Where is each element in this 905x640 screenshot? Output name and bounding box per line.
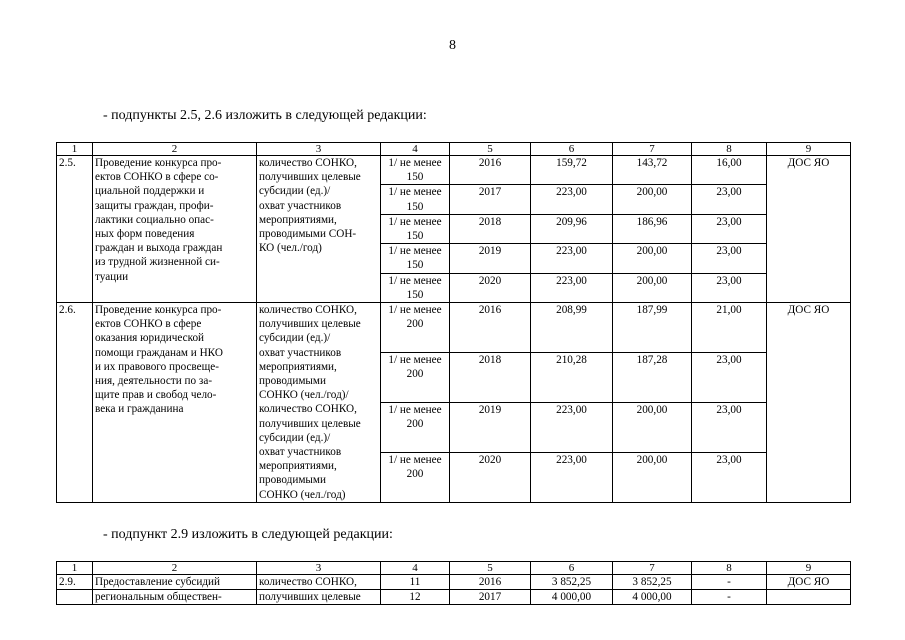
year-cell: 2018 xyxy=(450,214,531,243)
value-col8: 21,00 xyxy=(692,303,767,353)
activity-name-line: ектов СОНКО в сфере со- xyxy=(95,171,219,184)
value-col7: 187,99 xyxy=(613,303,692,353)
indicator-text-line: мероприятиями, xyxy=(259,213,337,226)
indicator-text-line: КО (чел./год) xyxy=(259,242,322,255)
target-value xyxy=(381,452,450,502)
value-col6: 223,00 xyxy=(531,244,613,273)
indicator-text-line: получивших целевые xyxy=(259,171,361,184)
year-cell: 2020 xyxy=(450,273,531,302)
year-cell: 2020 xyxy=(450,452,531,502)
table-row xyxy=(57,303,851,353)
value-col6: 223,00 xyxy=(531,273,613,302)
value-col8: 23,00 xyxy=(692,273,767,302)
target-line: 1/ не менее xyxy=(388,157,442,169)
indicator-text xyxy=(257,303,381,503)
target-line: 200 xyxy=(406,468,424,481)
activity-name-line: лактики социально опас- xyxy=(95,213,214,226)
header-cell: 7 xyxy=(613,562,692,575)
value-col7: 200,00 xyxy=(613,185,692,214)
intro-text-2: - подпункт 2.9 изложить в следующей редакции: xyxy=(103,527,393,542)
value-col8: 23,00 xyxy=(692,214,767,243)
intro-text-1: - подпункты 2.5, 2.6 изложить в следующей редакции: xyxy=(103,108,427,123)
year-cell: 2019 xyxy=(450,244,531,273)
indicator-text-line: количество СОНКО, xyxy=(259,304,357,317)
target-value xyxy=(381,156,450,185)
target-line: 1/ не менее xyxy=(388,353,442,366)
header-cell: 7 xyxy=(613,143,692,156)
org-cell: ДОС ЯО xyxy=(767,156,851,303)
target-line: 200 xyxy=(406,418,424,431)
activity-name-line: Проведение конкурса про- xyxy=(95,304,222,317)
header-row xyxy=(57,562,851,575)
header-cell: 6 xyxy=(531,562,613,575)
indicator-text-line: количество СОНКО, xyxy=(259,403,357,416)
indicator-text-line: получивших целевые xyxy=(259,417,361,430)
header-cell: 5 xyxy=(450,143,531,156)
activity-name-line: ектов СОНКО в сфере xyxy=(95,318,202,331)
table-1 xyxy=(56,142,851,503)
value-col6: 210,28 xyxy=(531,352,613,402)
indicator-text-line: получивших целевые xyxy=(259,318,361,331)
target-value xyxy=(381,352,450,402)
target-value xyxy=(381,402,450,452)
indicator-text-line: проводимыми СОН- xyxy=(259,228,357,241)
year-cell: 2017 xyxy=(450,590,531,605)
target-value: 11 xyxy=(381,575,450,590)
indicator-text-line: охват участников xyxy=(259,199,342,212)
target-line: 1/ не менее xyxy=(388,186,442,199)
indicator-text-line: субсидии (ед.)/ xyxy=(259,332,331,345)
activity-name-line: Проведение конкурса про- xyxy=(95,157,222,169)
target-value xyxy=(381,273,450,302)
target-value xyxy=(381,244,450,273)
value-col6: 209,96 xyxy=(531,214,613,243)
value-col7: 4 000,00 xyxy=(613,590,692,605)
indicator-text-line: проводимыми xyxy=(259,474,326,487)
table-row xyxy=(57,590,851,605)
row-number xyxy=(57,590,93,605)
value-col7: 200,00 xyxy=(613,273,692,302)
indicator-text-line: охват участников xyxy=(259,346,342,359)
table-row xyxy=(57,156,851,185)
header-cell: 2 xyxy=(93,562,257,575)
indicator-text-line: количество СОНКО, xyxy=(259,157,357,169)
activity-name: Предоставление субсидий xyxy=(93,575,257,590)
target-line: 150 xyxy=(406,200,424,213)
activity-name-line: ния, деятельности по за- xyxy=(95,375,213,388)
org-cell: ДОС ЯО xyxy=(767,575,851,590)
activity-name-line: из трудной жизненной си- xyxy=(95,256,220,269)
value-col6: 223,00 xyxy=(531,452,613,502)
header-cell: 9 xyxy=(767,562,851,575)
page-number: 8 xyxy=(449,38,456,53)
value-col8: 16,00 xyxy=(692,156,767,185)
activity-name-line: помощи гражданам и НКО xyxy=(95,346,223,359)
year-cell: 2017 xyxy=(450,185,531,214)
header-cell: 2 xyxy=(93,143,257,156)
indicator-text-line: СОНКО (чел./год) xyxy=(259,488,346,501)
activity-name xyxy=(93,303,257,503)
indicator-text-line: субсидии (ед.)/ xyxy=(259,185,331,198)
target-line: 150 xyxy=(406,259,424,272)
activity-name-line: и их правового просвеще- xyxy=(95,360,219,373)
target-line: 150 xyxy=(406,171,424,184)
header-cell: 5 xyxy=(450,562,531,575)
target-line: 1/ не менее xyxy=(388,245,442,258)
value-col8: 23,00 xyxy=(692,185,767,214)
indicator-text: количество СОНКО, xyxy=(257,575,381,590)
org-cell: ДОС ЯО xyxy=(767,303,851,503)
value-col7: 200,00 xyxy=(613,244,692,273)
value-col8: 23,00 xyxy=(692,402,767,452)
row-number: 2.9. xyxy=(57,575,93,590)
value-col8: - xyxy=(692,575,767,590)
value-col6: 223,00 xyxy=(531,185,613,214)
value-col6: 208,99 xyxy=(531,303,613,353)
activity-name-line: века и гражданина xyxy=(95,403,184,416)
target-line: 200 xyxy=(406,318,424,331)
table-row xyxy=(57,575,851,590)
header-cell: 6 xyxy=(531,143,613,156)
value-col8: 23,00 xyxy=(692,452,767,502)
row-number: 2.6. xyxy=(57,303,93,503)
target-value xyxy=(381,214,450,243)
indicator-text-line: субсидии (ед.)/ xyxy=(259,431,331,444)
value-col6: 223,00 xyxy=(531,402,613,452)
activity-name-line: туации xyxy=(95,270,129,283)
header-row xyxy=(57,143,851,156)
value-col8: 23,00 xyxy=(692,352,767,402)
year-cell: 2018 xyxy=(450,352,531,402)
header-cell: 3 xyxy=(257,562,381,575)
value-col6: 4 000,00 xyxy=(531,590,613,605)
activity-name-line: ных форм поведения xyxy=(95,228,195,241)
indicator-text-line: охват участников xyxy=(259,446,342,459)
activity-name-line: защиты граждан, профи- xyxy=(95,199,214,212)
org-cell xyxy=(767,590,851,605)
activity-name-line: циальной поддержки и xyxy=(95,185,205,198)
activity-name-line: граждан и выхода граждан xyxy=(95,242,223,255)
header-cell: 1 xyxy=(57,562,93,575)
value-col8: - xyxy=(692,590,767,605)
header-cell: 4 xyxy=(381,562,450,575)
table-2 xyxy=(56,561,851,605)
year-cell: 2016 xyxy=(450,303,531,353)
value-col8: 23,00 xyxy=(692,244,767,273)
value-col7: 3 852,25 xyxy=(613,575,692,590)
activity-name-line: щите прав и свобод чело- xyxy=(95,389,217,402)
target-line: 150 xyxy=(406,230,424,243)
value-col6: 159,72 xyxy=(531,156,613,185)
header-cell: 1 xyxy=(57,143,93,156)
value-col7: 200,00 xyxy=(613,402,692,452)
target-value xyxy=(381,303,450,353)
target-line: 1/ не менее xyxy=(388,453,442,466)
header-cell: 9 xyxy=(767,143,851,156)
header-cell: 8 xyxy=(692,562,767,575)
indicator-text-line: мероприятиями, xyxy=(259,360,337,373)
target-line: 1/ не менее xyxy=(388,215,442,228)
target-line: 1/ не менее xyxy=(388,403,442,416)
value-col6: 3 852,25 xyxy=(531,575,613,590)
year-cell: 2019 xyxy=(450,402,531,452)
indicator-text-line: мероприятиями, xyxy=(259,460,337,473)
indicator-text-line: СОНКО (чел./год)/ xyxy=(259,389,349,402)
target-line: 1/ не менее xyxy=(388,274,442,287)
header-cell: 3 xyxy=(257,143,381,156)
activity-name xyxy=(93,156,257,303)
header-cell: 4 xyxy=(381,143,450,156)
header-cell: 8 xyxy=(692,143,767,156)
target-line: 1/ не менее xyxy=(388,304,442,317)
year-cell: 2016 xyxy=(450,156,531,185)
activity-name: региональным обществен- xyxy=(93,590,257,605)
value-col7: 200,00 xyxy=(613,452,692,502)
activity-name-line: оказания юридической xyxy=(95,332,205,345)
indicator-text: получивших целевые xyxy=(257,590,381,605)
value-col7: 187,28 xyxy=(613,352,692,402)
target-value xyxy=(381,185,450,214)
value-col7: 186,96 xyxy=(613,214,692,243)
value-col7: 143,72 xyxy=(613,156,692,185)
row-number: 2.5. xyxy=(57,156,93,303)
target-value: 12 xyxy=(381,590,450,605)
indicator-text xyxy=(257,156,381,303)
indicator-text-line: проводимыми xyxy=(259,375,326,388)
target-line: 200 xyxy=(406,368,424,381)
year-cell: 2016 xyxy=(450,575,531,590)
target-line: 150 xyxy=(406,288,424,301)
